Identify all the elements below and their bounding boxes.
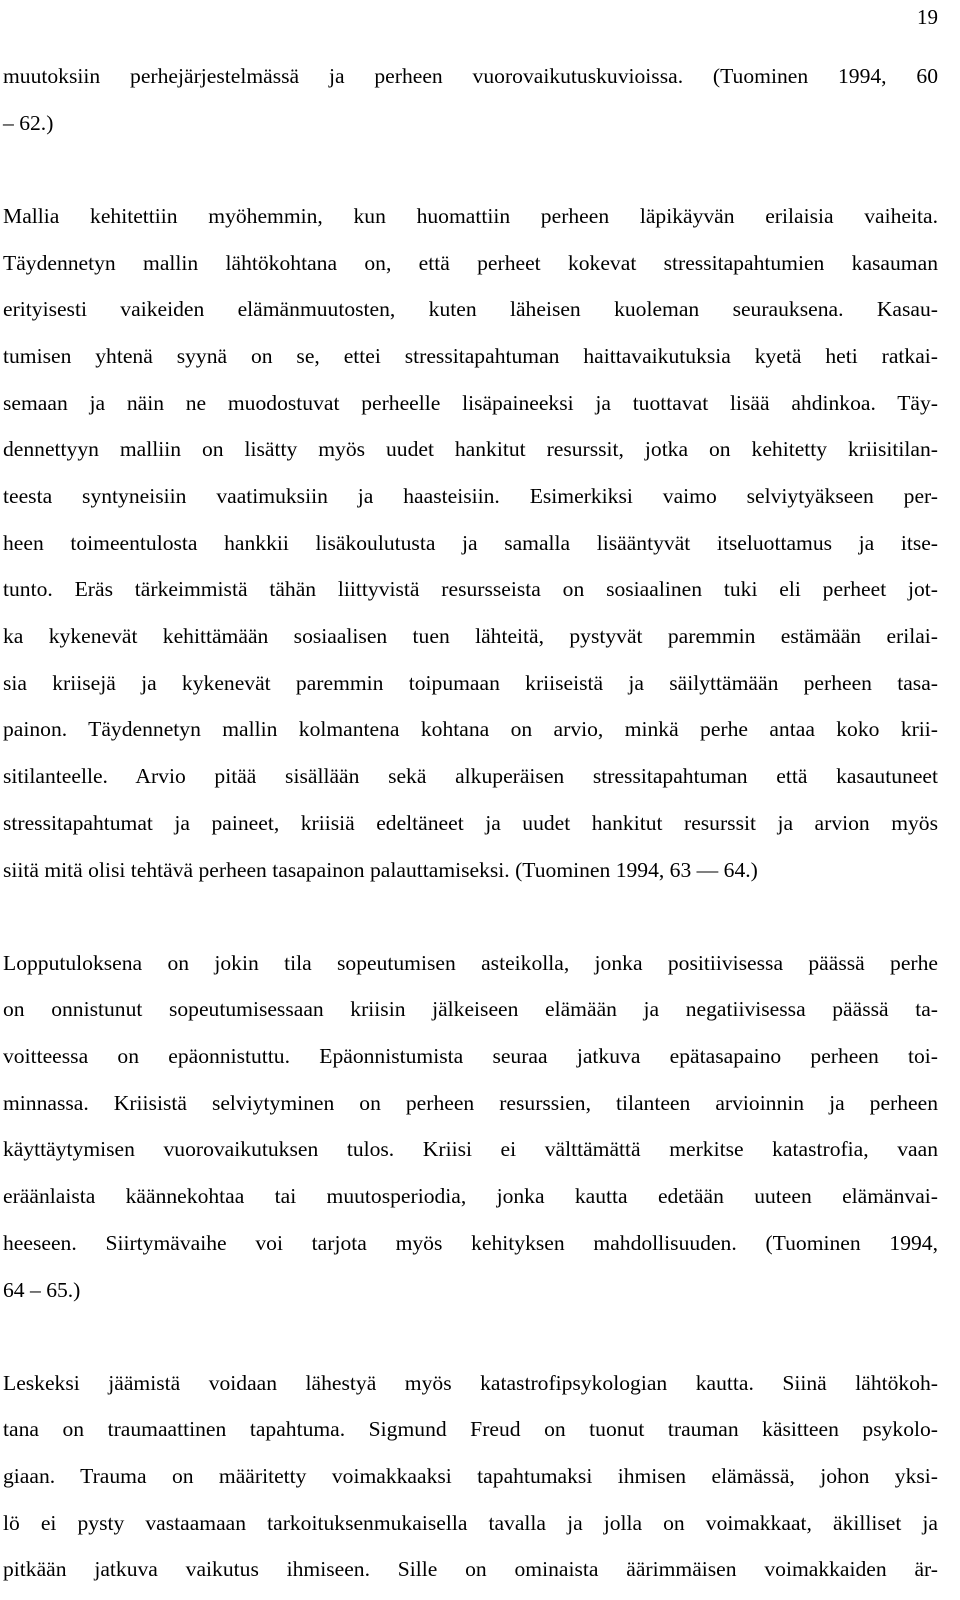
text-line: eräänlaista käännekohtaa tai muutosperiodia, jonka kautta edetään uuteen elämänvai- (3, 1184, 938, 1209)
text-line: siitä mitä olisi tehtävä perheen tasapainon palauttamiseksi. (Tuominen 1994, 63 — 64.) (3, 857, 758, 882)
text-line: muutoksiin perhejärjestelmässä ja perheen vuorovaikutuskuvioissa. (Tuominen 1994, 60 (3, 64, 938, 88)
text-line: sia kriisejä ja kykenevät paremmin toipumaan kriiseistä ja säilyttämään perheen tasa- (3, 670, 938, 695)
text-line: voitteessa on epäonnistuttu. Epäonnistumista seuraa jatkuva epätasapaino perheen toi- (3, 1044, 938, 1069)
paragraph-4 (3, 1360, 938, 1593)
text-line: giaan. Trauma on määritetty voimakkaaksi tapahtumaksi ihmisen elämässä, johon yksi- (3, 1464, 938, 1489)
paragraph-3 (3, 940, 938, 1314)
text-line: erityisesti vaikeiden elämänmuutosten, kuten läheisen kuoleman seurauksena. Kasau- (3, 297, 938, 322)
paragraph-2 (3, 193, 938, 893)
paragraph-gap (3, 146, 938, 193)
text-line: dennettyyn malliin on lisätty myös uudet hankitut resurssit, jotka on kehitetty kriisitilan- (3, 437, 938, 462)
text-line: tumisen yhtenä syynä on se, ettei stressitapahtuman haittavaikutuksia kyetä heti ratkai- (3, 343, 938, 368)
page-number: 19 (917, 5, 938, 29)
text-line: ka kykenevät kehittämään sosiaalisen tuen lähteitä, pystyvät paremmin estämään erilai- (3, 624, 938, 649)
text-line: semaan ja näin ne muodostuvat perheelle lisäpaineeksi ja tuottavat lisää ahdinkoa. Täy- (3, 390, 938, 415)
text-line: teesta syntyneisiin vaatimuksiin ja haasteisiin. Esimerkiksi vaimo selviytyäkseen per- (3, 484, 938, 508)
document-body (3, 53, 938, 1593)
text-line: on onnistunut sopeutumisessaan kriisin jälkeiseen elämään ja negatiivisessa päässä ta- (3, 997, 938, 1022)
text-line: pitkään jatkuva vaikutus ihmiseen. Sille on ominaista äärimmäisen voimakkaiden är- (3, 1557, 938, 1582)
text-line: tana on traumaattinen tapahtuma. Sigmund Freud on tuonut trauman käsitteen psykolo- (3, 1417, 938, 1442)
paragraph-gap (3, 893, 938, 940)
text-line: stressitapahtumat ja paineet, kriisiä edeltäneet ja uudet hankitut resurssit ja arvion myös (3, 810, 938, 835)
text-line: lö ei pysty vastaamaan tarkoituksenmukaisella tavalla ja jolla on voimakkaat, äkilliset ja (3, 1510, 938, 1535)
text-line: Täydennetyn mallin lähtökohtana on, että perheet kokevat stressitapahtumien kasauman (3, 250, 938, 275)
text-line: painon. Täydennetyn mallin kolmantena kohtana on arvio, minkä perhe antaa koko krii- (3, 717, 938, 742)
text-line: Mallia kehitettiin myöhemmin, kun huomattiin perheen läpikäyvän erilaisia vaiheita. (3, 203, 938, 228)
text-line: heeseen. Siirtymävaihe voi tarjota myös kehityksen mahdollisuuden. (Tuominen 1994, (3, 1230, 938, 1255)
paragraph-gap (3, 1313, 938, 1360)
text-line: sitilanteelle. Arvio pitää sisällään sekä alkuperäisen stressitapahtuman että kasautuneet (3, 764, 938, 789)
text-line: Leskeksi jäämistä voidaan lähestyä myös katastrofipsykologian kautta. Siinä lähtökoh- (3, 1370, 938, 1395)
text-line: tunto. Eräs tärkeimmistä tähän liittyvistä resursseista on sosiaalinen tuki eli perheet jot- (3, 577, 938, 602)
text-line: käyttäytymisen vuorovaikutuksen tulos. Kriisi ei välttämättä merkitse katastrofia, vaan (3, 1137, 938, 1162)
text-line: 64 – 65.) (3, 1277, 81, 1302)
text-line: – 62.) (3, 110, 54, 135)
paragraph-1 (3, 53, 938, 146)
text-line: minnassa. Kriisistä selviytyminen on perheen resurssien, tilanteen arvioinnin ja perheen (3, 1090, 938, 1115)
text-line: heen toimeentulosta hankkii lisäkoulutusta ja samalla lisääntyvät itseluottamus ja itse- (3, 530, 938, 555)
text-line: Lopputuloksena on jokin tila sopeutumisen asteikolla, jonka positiivisessa päässä perhe (3, 950, 938, 975)
